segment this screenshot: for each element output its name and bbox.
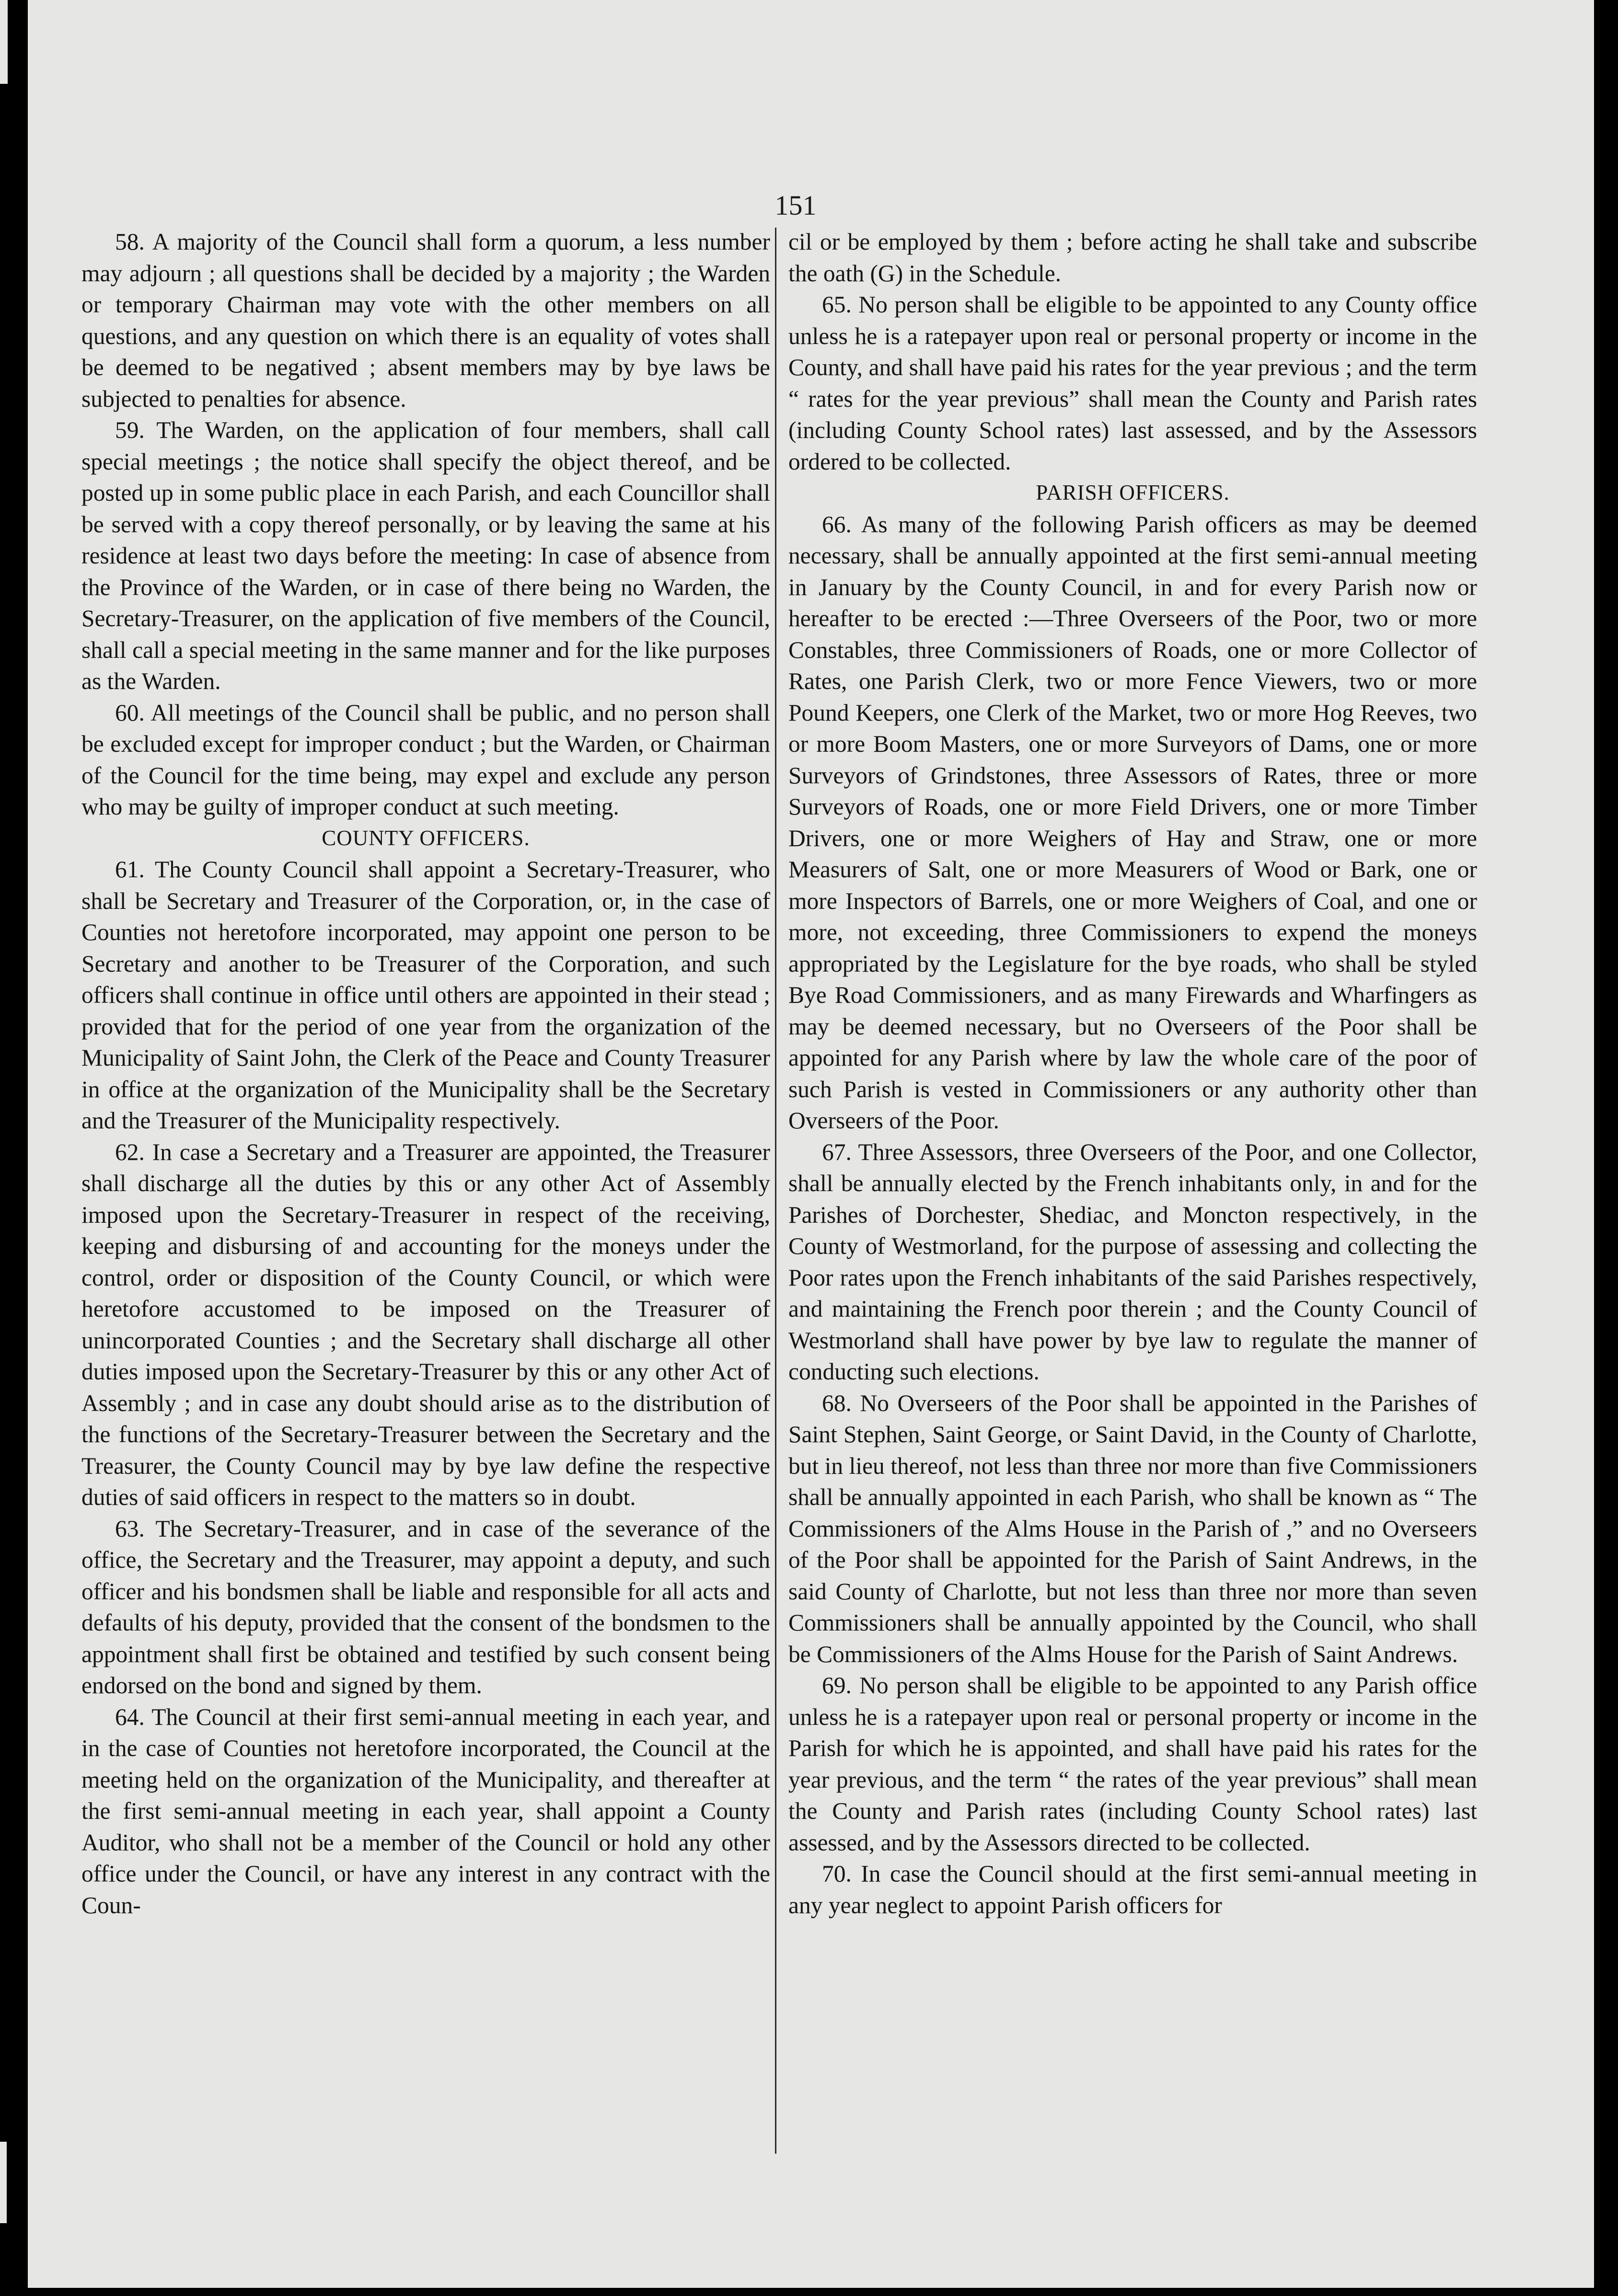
right-column	[788, 226, 1477, 1921]
section-69: 69. No person shall be eligible to be appointed to any Parish office unless he is a ratepayer upon real or personal property or income in the Parish for which he is appointed, and shall have paid his rates for the year previous, and the term “ the rates of the year previous” shall mean the County and Parish rates (including County School rates) last assessed, and by the Assessors directed to be collected.	[788, 1672, 1477, 1856]
section-62: 62. In case a Secretary and a Treasurer are appointed, the Treasurer shall discharge all the duties by this or any other Act of Assembly imposed upon the Secretary-Treasurer in respect of the receiving, keeping and disbursing of and accounting for the moneys under the control, order or disposition of the County Council, or which were heretofore accustomed to be imposed on the Treasurer of unincorporated Counties ; and the Secretary shall discharge all other duties imposed upon the Secretary-Treasurer by this or any other Act of Assembly ; and in case any doubt should arise as to the distribution of the functions of the Secretary-Treasurer between the Secretary and the Treasurer, the County Council may by bye law define the respective duties of said officers in respect to the matters so in doubt.	[81, 1138, 770, 1510]
section-64: 64. The Council at their first semi-annual meeting in each year, and in the case of Counties not heretofore incorporated, the Council at the meeting held on the organization of the Municipality, and thereafter at the first semi-annual meeting in each year, shall appoint a County Auditor, who shall not be a member of the Council or hold any other office under the Council, or have any interest in any contract with the Coun-	[81, 1703, 770, 1918]
heading-parish-officers: PARISH OFFICERS.	[1036, 481, 1230, 505]
section-65: 65. No person shall be eligible to be appointed to any County office unless he is a ratepayer upon real or personal property or income in the County, and shall have paid his rates for the year previous ; and the term “ rates for the year previous” shall mean the County and Parish rates (including County School rates) last assessed, and by the Assessors ordered to be collected.	[788, 291, 1477, 475]
section-58: 58. A majority of the Council shall form a quorum, a less number may adjourn ; all questions shall be decided by a majority ; the Warden or temporary Chairman may vote with the other members on all questions, and any question on which there is an equality of votes shall be deemed to be negatived ; absent members may by bye laws be subjected to penalties for absence.	[81, 229, 770, 412]
section-61: 61. The County Council shall appoint a Secretary-Treasurer, who shall be Secretary and Treasurer of the Corporation, or, in the case of Counties not heretofore incorporated, may appoint one person to be Secretary and another to be Treasurer of the Corporation, and such officers shall continue in office until others are appointed in their stead ; provided that for the period of one year from the organization of the Municipality of Saint John, the Clerk of the Peace and County Treasurer in office at the organization of the Municipality shall be the Secretary and the Treasurer of the Municipality respectively.	[81, 856, 770, 1134]
section-64-continued: cil or be employed by them ; before acting he shall take and subscribe the oath (G) in the Schedule.	[788, 229, 1477, 287]
left-column	[81, 226, 770, 1921]
section-67: 67. Three Assessors, three Overseers of the Poor, and one Collector, shall be annually elected by the French inhabitants only, in and for the Parishes of Dorchester, Shediac, and Moncton respectively, in the County of Westmorland, for the purpose of assessing and collecting the Poor rates upon the French inhabitants of the said Parishes respectively, and maintaining the French poor therein ; and the County Council of Westmorland shall have power by bye law to regulate the manner of conducting such elections.	[788, 1138, 1477, 1385]
section-59: 59. The Warden, on the application of four members, shall call special meetings ; the notice shall specify the object thereof, and be posted up in some public place in each Parish, and each Councillor shall be served with a copy thereof personally, or by leaving the same at his residence at least two days before the meeting: In case of absence from the Province of the Warden, or in case of there being no Warden, the Secretary-Treasurer, on the application of five members of the Council, shall call a special meeting in the same manner and for the like purposes as the Warden.	[81, 417, 770, 694]
heading-county-officers: COUNTY OFFICERS.	[322, 826, 530, 850]
section-68: 68. No Overseers of the Poor shall be appointed in the Parishes of Saint Stephen, Saint George, or Saint David, in the County of Charlotte, but in lieu thereof, not less than three nor more than five Commissioners shall be annually appointed in each Parish, who shall be known as “ The Commissioners of the Alms House in the Parish of ,” and no Overseers of the Poor shall be appointed for the Parish of Saint Andrews, in the said County of Charlotte, but not less than three nor more than seven Commissioners shall be annually appointed by the Council, who shall be Commissioners of the Alms House for the Parish of Saint Andrews.	[788, 1389, 1477, 1667]
page-number: 151	[774, 190, 817, 221]
section-66: 66. As many of the following Parish officers as may be deemed necessary, shall be annually appointed at the first semi-annual meeting in January by the County Council, in and for every Parish now or hereafter to be erected :—Three Overseers of the Poor, two or more Constables, three Commissioners of Roads, one or more Collector of Rates, one Parish Clerk, two or more Fence Viewers, two or more Pound Keepers, one Clerk of the Market, two or more Hog Reeves, two or more Boom Masters, one or more Surveyors of Dams, one or more Surveyors of Grindstones, three Assessors of Rates, three or more Surveyors of Roads, one or more Field Drivers, one or more Timber Drivers, one or more Weighers of Hay and Straw, one or more Measurers of Salt, one or more Measurers of Wood or Bark, one or more Inspectors of Barrels, one or more Weighers of Coal, and one or more, not exceeding, three Commissioners to expend the moneys appropriated by the Legislature for the bye roads, who shall be styled Bye Road Commissioners, and as many Firewards and Wharfingers as may be deemed necessary, but no Overseers of the Poor shall be appointed for any Parish where by law the whole care of the poor of such Parish is vested in Commissioners or any authority other than Overseers of the Poor.	[788, 511, 1477, 1134]
left-edge-mark-lower	[0, 2142, 7, 2223]
left-edge-mark	[0, 0, 8, 84]
section-70: 70. In case the Council should at the first semi-annual meeting in any year neglect to appoint Parish officers for	[788, 1860, 1477, 1918]
section-63: 63. The Secretary-Treasurer, and in case of the severance of the office, the Secretary and the Treasurer, may appoint a deputy, and such officer and his bondsmen shall be liable and responsible for all acts and defaults of his deputy, provided that the consent of the bondsmen to the appointment shall first be obtained and testified by such consent being endorsed on the bond and signed by them.	[81, 1515, 770, 1699]
column-divider	[775, 228, 776, 2154]
section-60: 60. All meetings of the Council shall be public, and no person shall be excluded except for improper conduct ; but the Warden, or Chairman of the Council for the time being, may expel and exclude any person who may be guilty of improper conduct at such meeting.	[81, 699, 770, 820]
